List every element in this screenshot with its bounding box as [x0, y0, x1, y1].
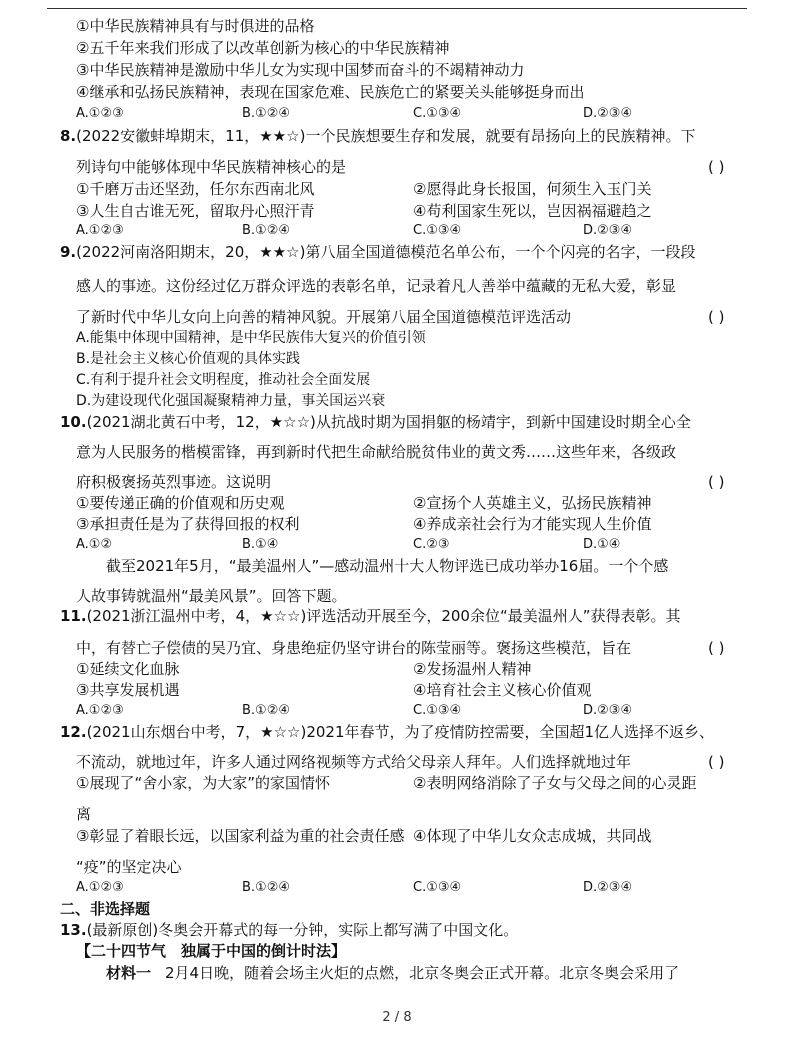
q10-number: 10. — [60, 413, 87, 431]
q12-stem-text1: (2021山东烟台中考，7，★☆☆)2021年春节，为了疫情防控需要，全国超1亿人选择不返乡、 — [86, 723, 715, 741]
q11-option-c: C.①③④ — [413, 703, 462, 718]
q9-number: 9. — [60, 243, 77, 261]
q12-option-b: B.①②④ — [242, 880, 291, 895]
q7-item-2: ②五千年来我们形成了以改革创新为核心的中华民族精神 — [76, 39, 450, 57]
q13-material-1 — [106, 963, 679, 983]
q8-option-a: A.①②③ — [76, 223, 124, 238]
material-label: 材料一 — [106, 964, 152, 982]
q13-number: 13. — [60, 921, 87, 939]
material-text: 2月4日晚，随着会场主火炬的点燃，北京冬奥会正式开幕。北京冬奥会采用了 — [165, 964, 680, 982]
q11-number: 11. — [60, 607, 87, 625]
q11-item-4: ④培育社会主义核心价值观 — [413, 681, 592, 699]
q8-option-c: C.①③④ — [413, 223, 462, 238]
q10-stem-line3: 府积极褒扬英烈事迹。这说明 — [76, 473, 272, 491]
q12-item-4: ④体现了中华儿女众志成城，共同战 — [413, 827, 652, 845]
q11-stem-text1: (2021浙江温州中考，4，★☆☆)评选活动开展至今，200余位“最美温州人”获得表彰。其 — [86, 607, 681, 625]
q9-answer-bracket: ( ) — [708, 308, 725, 326]
q9-option-d: D.为建设现代化强国凝聚精神力量，事关国运兴衰 — [76, 393, 386, 409]
q10-item-4: ④养成亲社会行为才能实现人生价值 — [413, 515, 652, 533]
q10-stem-line2: 意为人民服务的楷模雷锋，再到新时代把生命献给脱贫伟业的黄文秀……这些年来，各级政 — [76, 443, 677, 461]
q12-item-3: ③彰显了着眼长远，以国家利益为重的社会责任感 — [76, 827, 405, 845]
q8-item-4: ④苟利国家生死以，岂因祸福避趋之 — [413, 202, 652, 220]
section-heading: 二、非选择题 — [60, 900, 151, 918]
q8-item-2: ②愿得此身长报国，何须生入玉门关 — [413, 180, 652, 198]
q9-stem-text1: (2022河南洛阳期末，20，★★☆)第八届全国道德模范名单公布，一个个闪亮的名字，一段段 — [76, 243, 696, 261]
q8-option-b: B.①②④ — [242, 223, 291, 238]
q13-subtitle: 【二十四节气 独属于中国的倒计时法】 — [76, 942, 347, 960]
q9-option-c: C.有利于提升社会文明程度，推动社会全面发展 — [76, 372, 371, 388]
q12-item-1: ①展现了“舍小家，为大家”的家国情怀 — [76, 774, 330, 792]
q7-item-1: ①中华民族精神具有与时俱进的品格 — [76, 17, 315, 35]
passage-line2: 人故事铸就温州“最美风景”。回答下题。 — [76, 587, 347, 605]
q8-number: 8. — [60, 127, 77, 145]
q11-answer-bracket: ( ) — [708, 639, 725, 657]
q10-stem-line1 — [60, 412, 691, 432]
q13-stem — [60, 920, 518, 940]
q7-option-a: A.①②③ — [76, 106, 124, 121]
q12-option-d: D.②③④ — [583, 880, 633, 895]
q7-option-c: C.①③④ — [413, 106, 462, 121]
q10-stem-text1: (2021湖北黄石中考，12，★☆☆)从抗战时期为国捐躯的杨靖宇，到新中国建设时期全心全 — [86, 413, 691, 431]
q11-item-3: ③共享发展机遇 — [76, 681, 180, 699]
q8-answer-bracket: ( ) — [708, 158, 725, 176]
q7-option-d: D.②③④ — [583, 106, 633, 121]
q13-stem-text: (最新原创)冬奥会开幕式的每一分钟，实际上都写满了中国文化。 — [86, 921, 519, 939]
q11-option-d: D.②③④ — [583, 703, 633, 718]
q8-stem-line1 — [60, 126, 695, 146]
q10-item-1: ①要传递正确的价值观和历史观 — [76, 494, 285, 512]
q12-option-c: C.①③④ — [413, 880, 462, 895]
q9-stem-line2: 感人的事迹。这份经过亿万群众评选的表彰名单，记录着凡人善举中蕴藏的无私大爱，彰显 — [76, 277, 677, 295]
q11-item-2: ②发扬温州人精神 — [413, 660, 532, 678]
q9-stem-line1 — [60, 242, 695, 262]
q11-stem-line2: 中，有替亡子偿债的吴乃宜、身患绝症仍坚守讲台的陈莹丽等。褒扬这些模范，旨在 — [76, 639, 632, 657]
q12-stem-line1 — [60, 722, 714, 742]
passage-line1: 截至2021年5月，“最美温州人”—感动温州十大人物评选已成功举办16届。一个个感 — [106, 557, 669, 575]
q8-stem-line2: 列诗句中能够体现中华民族精神核心的是 — [76, 158, 347, 176]
q11-item-1: ①延续文化血脉 — [76, 660, 180, 678]
q10-item-2: ②宣扬个人英雄主义，弘扬民族精神 — [413, 494, 652, 512]
q10-option-a: A.①② — [76, 537, 113, 552]
q7-item-4: ④继承和弘扬民族精神，表现在国家危难、民族危亡的紧要关头能够挺身而出 — [76, 83, 585, 101]
q8-stem-text1: (2022安徽蚌埠期末，11，★★☆)一个民族想要生存和发展，就要有昂扬向上的民族精神。下 — [76, 127, 696, 145]
q9-option-a: A.能集中体现中国精神，是中华民族伟大复兴的价值引领 — [76, 330, 426, 346]
q11-option-b: B.①②④ — [242, 703, 291, 718]
q10-item-3: ③承担责任是为了获得回报的权利 — [76, 515, 300, 533]
q9-option-b: B.是社会主义核心价值观的具体实践 — [76, 351, 301, 367]
q8-item-1: ①千磨万击还坚劲，任尔东西南北风 — [76, 180, 315, 198]
q7-option-b: B.①②④ — [242, 106, 291, 121]
q12-item-2: ②表明网络消除了子女与父母之间的心灵距 — [413, 774, 697, 792]
q10-option-b: B.①④ — [242, 537, 279, 552]
page-number: 2 / 8 — [382, 1010, 412, 1025]
q8-option-d: D.②③④ — [583, 223, 633, 238]
q12-stem-line2: 不流动，就地过年，许多人通过网络视频等方式给父母亲人拜年。人们选择就地过年 — [76, 753, 632, 771]
q12-option-a: A.①②③ — [76, 880, 124, 895]
q12-answer-bracket: ( ) — [708, 753, 725, 771]
q7-item-3: ③中华民族精神是激励中华儿女为实现中国梦而奋斗的不竭精神动力 — [76, 61, 525, 79]
q8-item-3: ③人生自古谁无死，留取丹心照汗青 — [76, 202, 315, 220]
q10-answer-bracket: ( ) — [708, 473, 725, 491]
q11-option-a: A.①②③ — [76, 703, 124, 718]
q10-option-d: D.①④ — [583, 537, 621, 552]
q10-option-c: C.②③ — [413, 537, 450, 552]
q12-item-4-cont: “疫”的坚定决心 — [76, 858, 182, 876]
header-rule — [47, 8, 747, 9]
q11-stem-line1 — [60, 606, 681, 626]
q12-item-2-cont: 离 — [76, 805, 92, 823]
q12-number: 12. — [60, 723, 87, 741]
q9-stem-line3: 了新时代中华儿女向上向善的精神风貌。开展第八届全国道德模范评选活动 — [76, 308, 572, 326]
